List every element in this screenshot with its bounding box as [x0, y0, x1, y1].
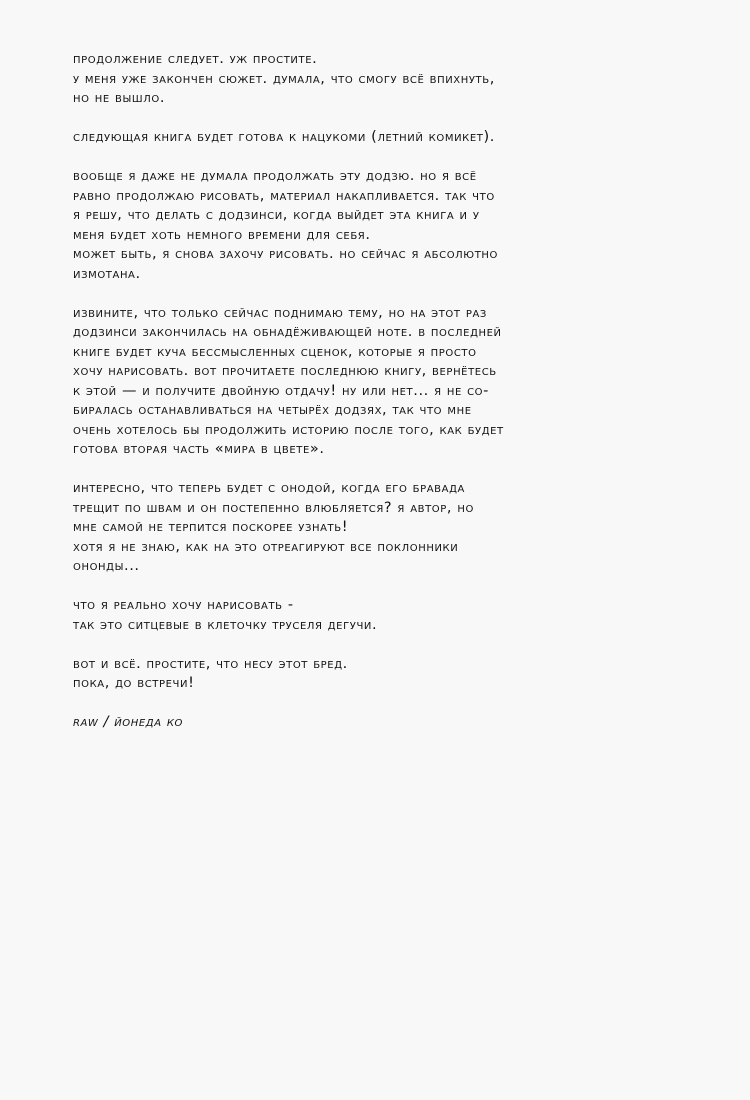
paragraph-4: [73, 304, 713, 460]
text-line: равно продолжаю рисовать, материал накапливается. так что: [73, 187, 495, 204]
text-line: измотана.: [73, 265, 141, 282]
afterword-text: [73, 50, 713, 752]
text-line: но не вышло.: [73, 90, 166, 106]
text-line: мне самой не терпится поскорее узнать!: [73, 519, 349, 535]
text-line: так это ситцевые в клеточку труселя дегучи.: [73, 616, 378, 633]
text-line: вообще я даже не думала продолжать эту додзю. но я всё: [73, 168, 477, 184]
text-line: меня будет хоть немного времени для себя.: [73, 226, 371, 243]
text-line: к этой — и получите двойную отдачу! ну или нет... я не со-: [73, 382, 489, 399]
text-line: книге будет куча бессмысленных сценок, которые я просто: [73, 343, 477, 360]
text-line: очень хотелось бы продолжить историю после того, как будет: [73, 421, 504, 438]
paragraph-6: [73, 596, 713, 635]
text-line: вот и всё. простите, что несу этот бред.: [73, 655, 348, 672]
paragraph-3: [73, 167, 713, 284]
text-line: хотя я не знаю, как на это отреагируют все поклонники: [73, 538, 459, 555]
text-line: готова вторая часть «мира в цвете».: [73, 441, 325, 457]
text-line: пока, до встречи!: [73, 675, 195, 691]
text-line: может быть, я снова захочу рисовать. но сейчас я абсолютно: [73, 246, 498, 262]
text-line: продолжение следует. уж простите.: [73, 51, 318, 67]
text-line: следующая книга будет готова к нацукоми (летний комикет).: [73, 129, 495, 145]
text-line: ононды...: [73, 558, 140, 574]
paragraph-7: [73, 655, 713, 694]
text-line: что я реально хочу нарисовать -: [73, 597, 294, 613]
text-line: додзинси закончилась на обнадёживающей ноте. в последней: [73, 324, 502, 340]
text-line: трещит по швам и он постепенно влюбляется? я автор, но: [73, 499, 474, 516]
text-line: биралась останавливаться на четырёх додзях, так что мне: [73, 402, 472, 418]
signature-text: raw / йонеда ко: [73, 714, 184, 730]
paragraph-1: [73, 50, 713, 109]
signature: [73, 713, 713, 733]
paragraph-5: [73, 479, 713, 577]
text-line: я решу, что делать с додзинси, когда выйдет эта книга и у: [73, 207, 480, 223]
text-line: у меня уже закончен сюжет. думала, что смогу всё впихнуть,: [73, 70, 495, 87]
paragraph-2: [73, 128, 713, 148]
text-line: интересно, что теперь будет с онодой, когда его бравада: [73, 480, 465, 496]
text-line: извините, что только сейчас поднимаю тему, но на этот раз: [73, 304, 487, 321]
text-line: хочу нарисовать. вот прочитаете последнюю книгу, вернётесь: [73, 363, 497, 379]
